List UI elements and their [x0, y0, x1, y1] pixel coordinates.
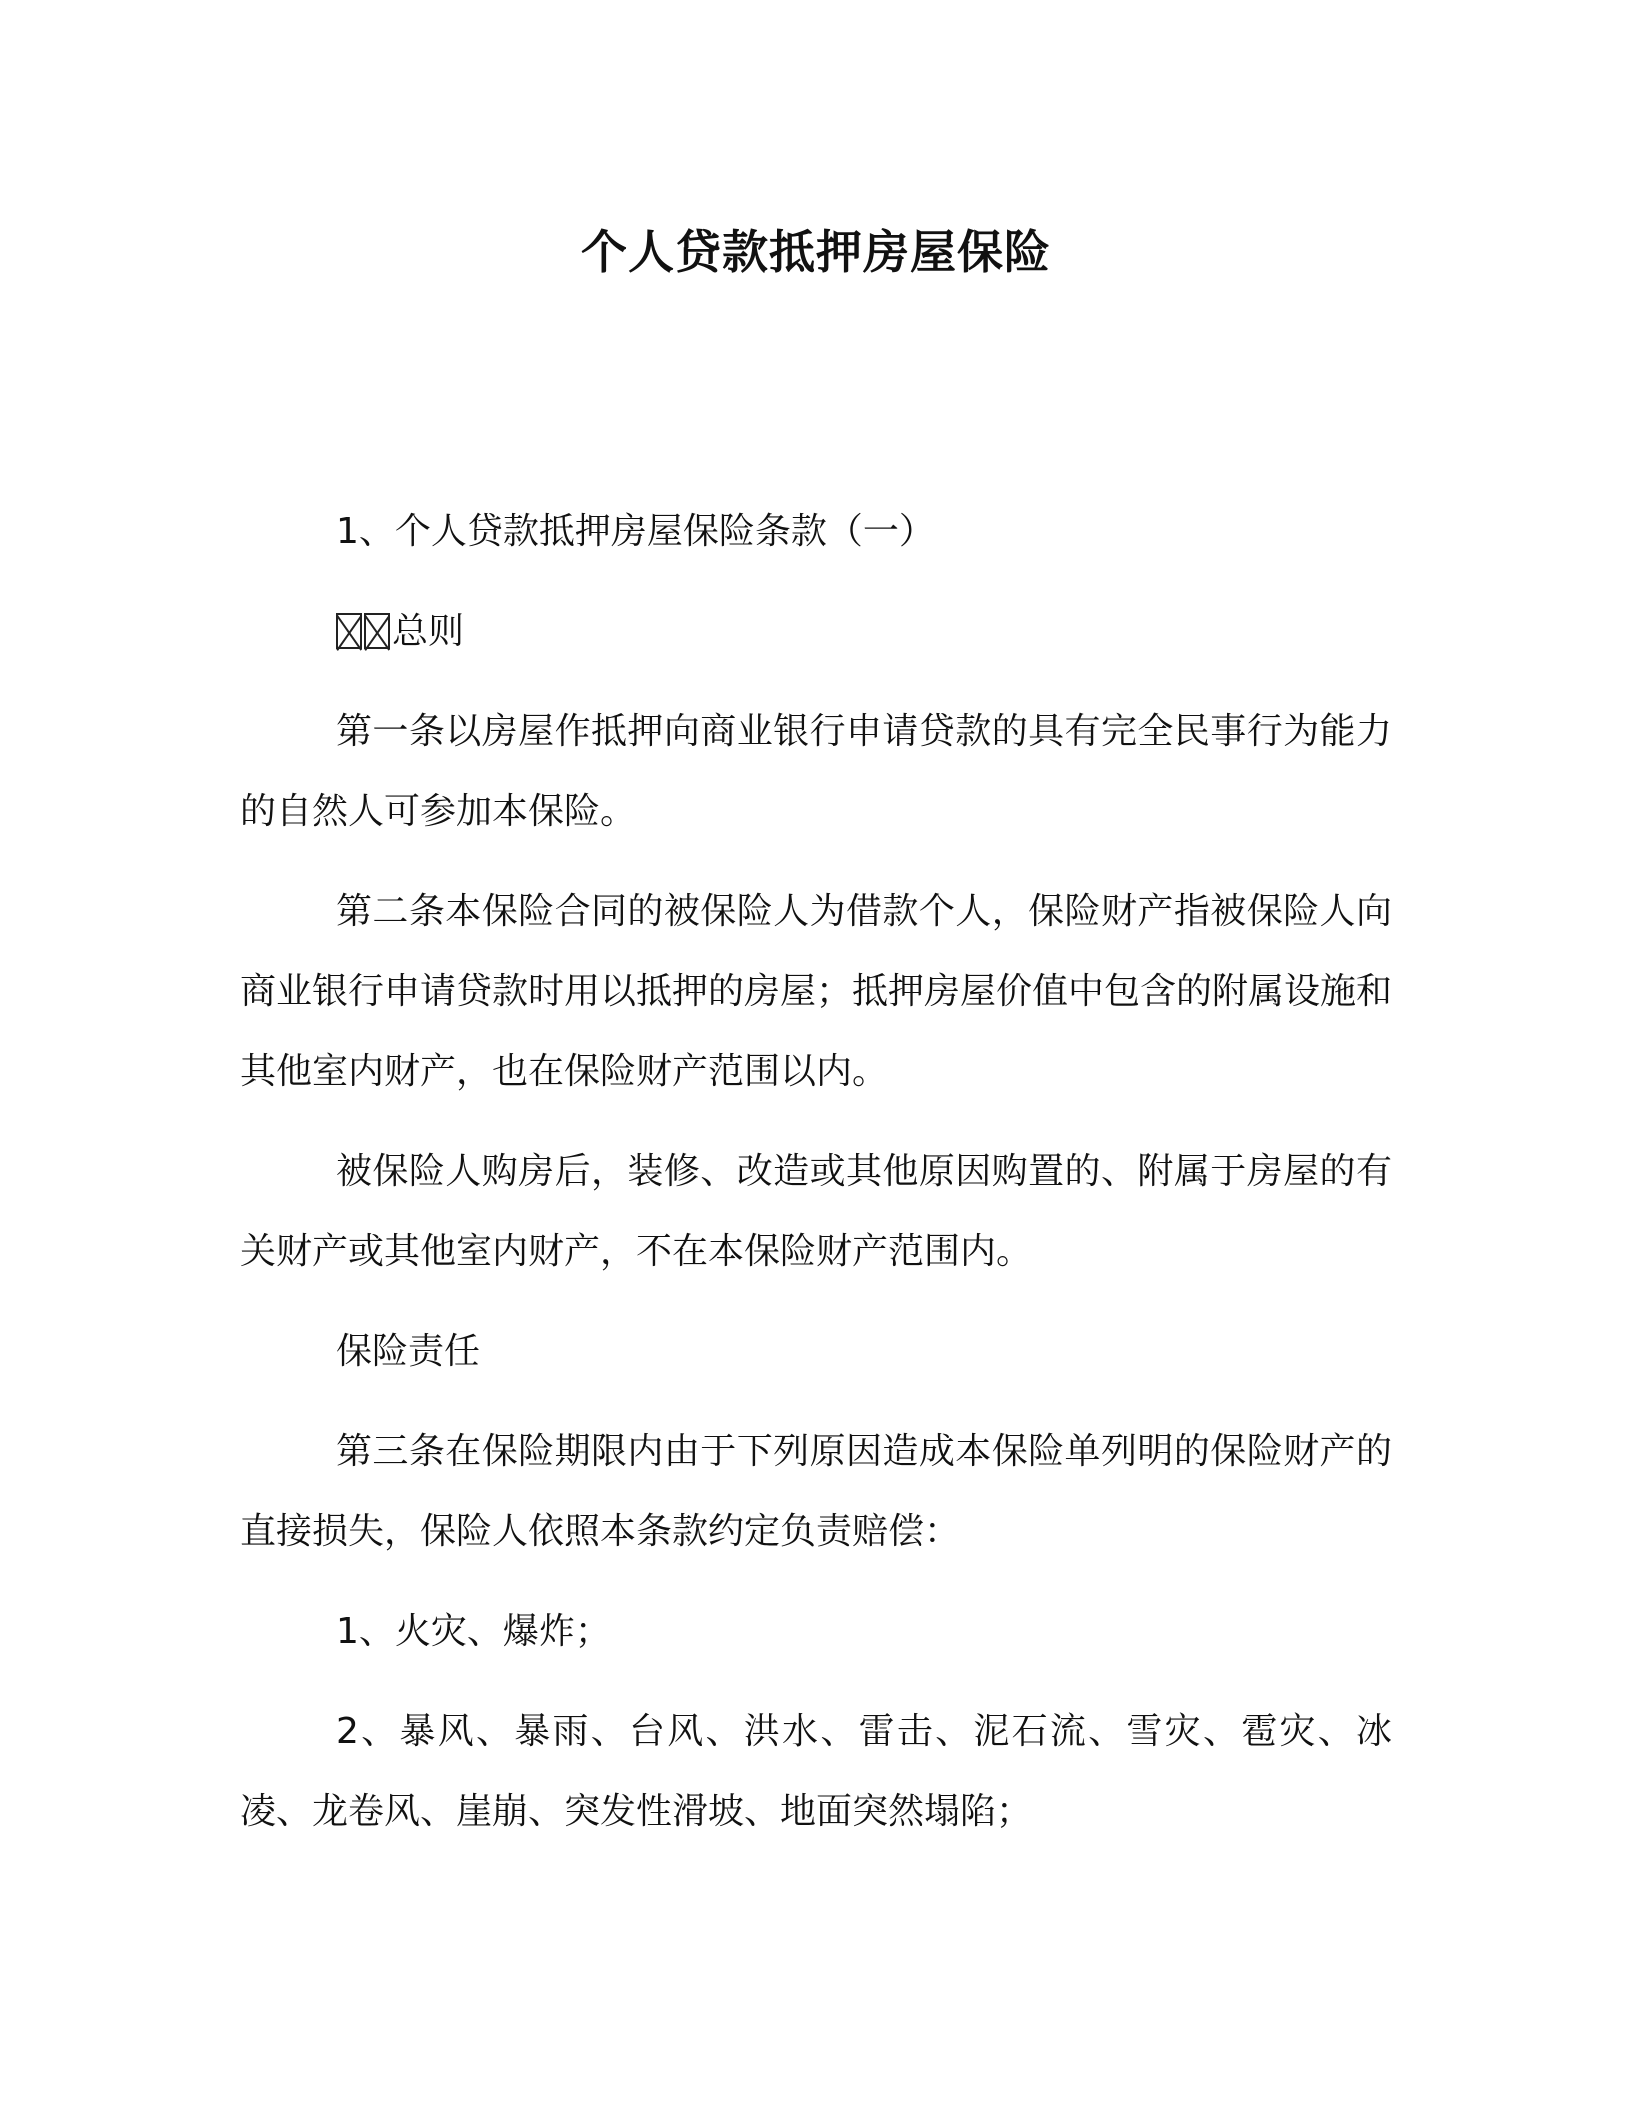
chapter-heading-liability: 保险责任	[336, 1331, 481, 1372]
document-body	[240, 492, 1392, 1872]
article-2: 第二条本保险合同的被保险人为借款个人，保险财产指被保险人向商业银行申请贷款时用以抵押的房屋；抵押房屋价值中包含的附属设施和其他室内财产，也在保险财产范围以内。	[240, 891, 1393, 1092]
section-heading: 1、个人贷款抵押房屋保险条款（一）	[336, 511, 935, 552]
article-3-item-1: 1、火灾、爆炸；	[336, 1611, 611, 1652]
article-3-item-2: 2、暴风、暴雨、台风、洪水、雷击、泥石流、雪灾、雹灾、冰凌、龙卷风、崖崩、突发性滑坡、地面突然塌陷；	[240, 1711, 1392, 1832]
chapter-heading-general	[240, 592, 1392, 672]
missing-glyph-icon	[364, 613, 390, 649]
document-title: 个人贷款抵押房屋保险	[581, 225, 1051, 279]
article-3: 第三条在保险期限内由于下列原因造成本保险单列明的保险财产的直接损失，保险人依照本条款约定负责赔偿：	[240, 1431, 1392, 1552]
article-2-exclusion: 被保险人购房后，装修、改造或其他原因购置的、附属于房屋的有关财产或其他室内财产，不在本保险财产范围内。	[240, 1151, 1392, 1272]
article-1: 第一条以房屋作抵押向商业银行申请贷款的具有完全民事行为能力的自然人可参加本保险。	[240, 711, 1392, 832]
missing-glyph-icon	[336, 613, 362, 649]
chapter-heading-label: 总则	[392, 611, 465, 652]
